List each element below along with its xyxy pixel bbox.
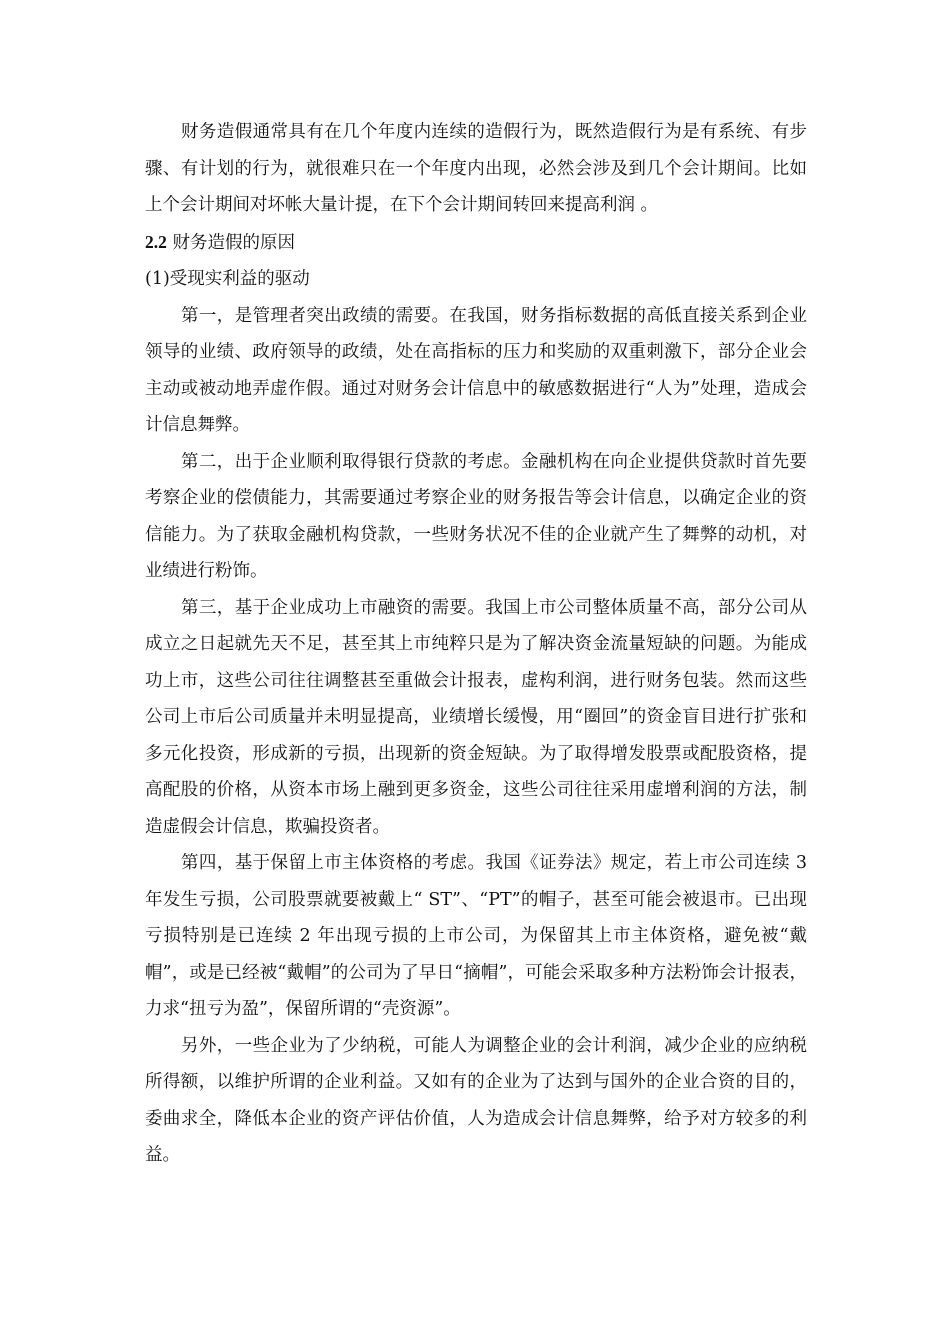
subsection-heading: (1)受现实利益的驱动 bbox=[145, 269, 310, 289]
paragraph-first-reason: 第一，是管理者突出政绩的需要。在我国，财务指标数据的高低直接关系到企业领导的业绩、政府领导的政绩，处在高指标的压力和奖励的双重刺激下，部分企业会主动或被动地弄虚作假。通过对财务会计信息中的敏感数据进行“人为”处理，造成会计信息舞弊。 bbox=[145, 305, 807, 435]
section-heading bbox=[145, 224, 807, 262]
section-number: 2.2 bbox=[145, 231, 167, 252]
paragraph-third-reason: 第三，基于企业成功上市融资的需要。我国上市公司整体质量不高，部分公司从成立之日起就先天不足，甚至其上市纯粹只是为了解决资金流量短缺的问题。为能成功上市，这些公司往往调整甚至重做会计报表，虚构利润，进行财务包装。然而这些公司上市后公司质量并未明显提高，业绩增长缓慢，用“圈回”的资金盲目进行扩张和多元化投资，形成新的亏损，出现新的资金短缺。为了取得增发股票或配股资格，提高配股的价格，从资本市场上融到更多资金，这些公司往往采用虚增利润的方法，制造虚假会计信息，欺骗投资者。 bbox=[145, 597, 807, 837]
document-body bbox=[145, 114, 807, 1174]
paragraph-second-reason: 第二，出于企业顺利取得银行贷款的考虑。金融机构在向企业提供贷款时首先要考察企业的偿债能力，其需要通过考察企业的财务报告等会计信息，以确定企业的资信能力。为了获取金融机构贷款，一些财务状况不佳的企业就产生了舞弊的动机，对业绩进行粉饰。 bbox=[145, 451, 807, 581]
paragraph-fourth-reason: 第四，基于保留上市主体资格的考虑。我国《证券法》规定，若上市公司连续 3 年发生亏损，公司股票就要被戴上“ ST”、“PT”的帽子，甚至可能会被退市。已出现亏损特别是已连续 2 年出现亏损的上市公司，为保留其上市主体资格，避免被“戴帽”，或是已经被“戴帽”的公司为了早日“摘帽”，可能会采取多种方法粉饰会计报表，力求“扭亏为盈”，保留所谓的“壳资源”。 bbox=[145, 853, 807, 1019]
paragraph-other-reason: 另外，一些企业为了少纳税，可能人为调整企业的会计利润，减少企业的应纳税所得额，以维护所谓的企业利益。又如有的企业为了达到与国外的企业合资的目的，委曲求全，降低本企业的资产评估价值，人为造成会计信息舞弊，给予对方较多的利益。 bbox=[145, 1035, 807, 1165]
paragraph-intro: 财务造假通常具有在几个年度内连续的造假行为，既然造假行为是有系统、有步骤、有计划的行为，就很难只在一个年度内出现，必然会涉及到几个会计期间。比如上个会计期间对坏帐大量计提，在下个会计期间转回来提高利润 。 bbox=[145, 122, 807, 215]
section-title: 财务造假的原因 bbox=[172, 232, 295, 253]
